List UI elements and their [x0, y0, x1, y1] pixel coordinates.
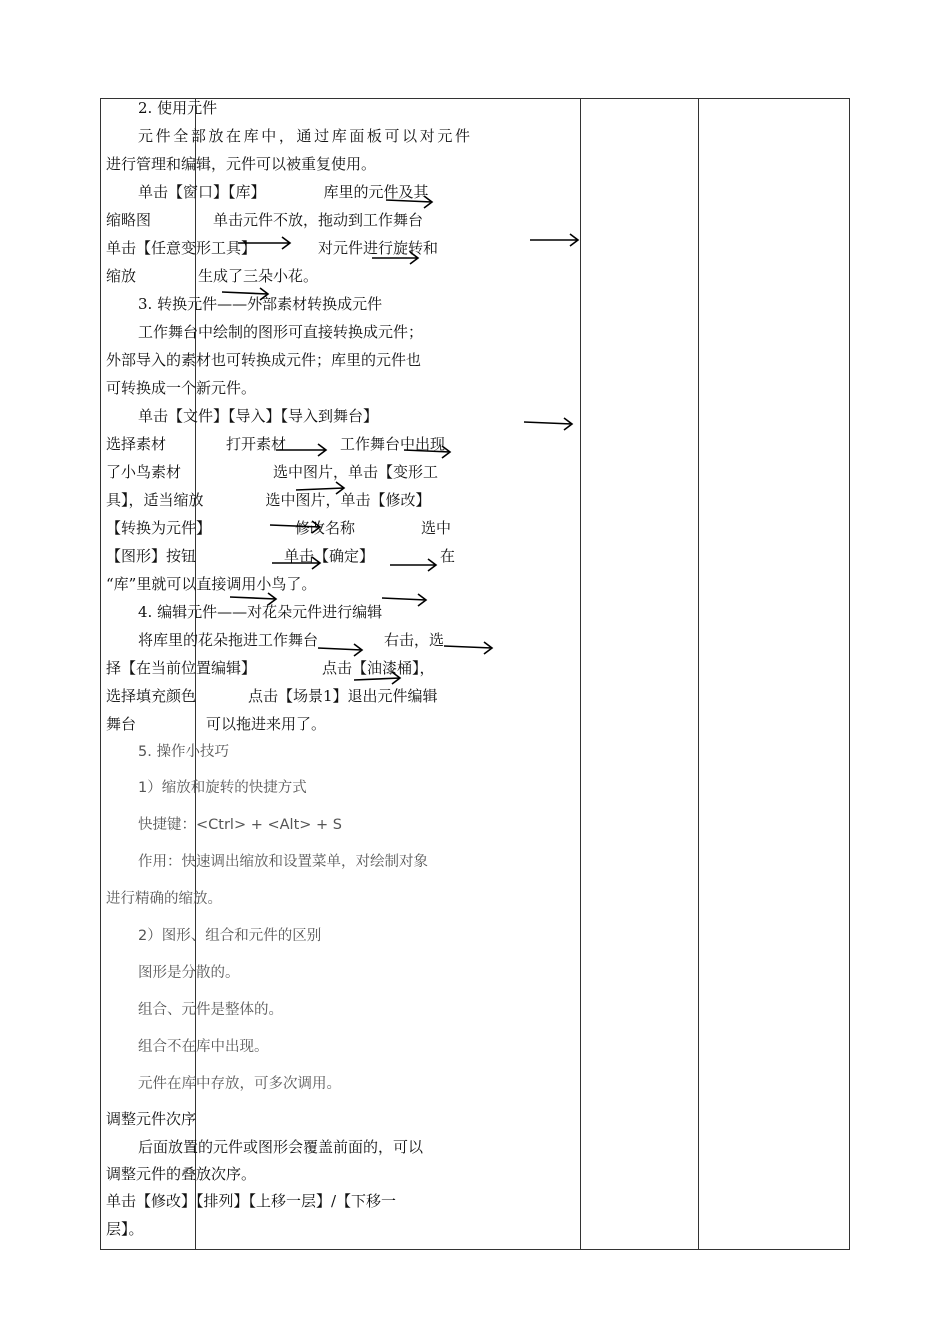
step-text: 单击【窗口】【库】 [138, 183, 266, 201]
step-text: 选中图片，单击【变形工 [273, 463, 439, 481]
arrow-icon [372, 252, 418, 264]
step-text: 【图形】按钮 [106, 547, 197, 565]
paragraph-line: 外部导入的素材也可转换成元件；库里的元件也 [106, 351, 422, 369]
section-heading: 2. 使用元件 [138, 99, 218, 117]
step-text: 可以拖进来用了。 [206, 715, 327, 733]
step-text: 缩略图 [106, 211, 152, 229]
paragraph-line: 工作舞台中绘制的图形可直接转换成元件； [138, 323, 424, 341]
arrow-icon [382, 594, 426, 606]
step-text: 生成了三朵小花。 [198, 267, 319, 285]
arrow-icon [530, 234, 578, 246]
arrow-icon [524, 418, 572, 430]
paragraph-line: 单击【修改】【排列】【上移一层】/【下移一 [106, 1192, 397, 1210]
arrow-icon [270, 521, 320, 533]
step-text: 具】，适当缩放 [106, 491, 204, 509]
step-text: 选中图片，单击【修改】 [265, 491, 431, 509]
tip-heading: 2）图形、组合和元件的区别 [138, 928, 322, 944]
step-text: 点击【场景1】退出元件编辑 [248, 687, 438, 705]
paragraph-line: 进行精确的缩放。 [106, 891, 222, 907]
step-text: 工作舞台中出现 [340, 435, 446, 453]
step-text: 选择素材 [106, 435, 167, 453]
section-heading: 3. 转换元件——外部素材转换成元件 [138, 295, 383, 313]
arrow-icon [230, 593, 276, 605]
step-text: 单击元件不放，拖动到工作舞台 [213, 211, 424, 229]
paragraph-line: 元件在库中存放，可多次调用。 [138, 1076, 341, 1092]
arrow-icon [444, 642, 492, 654]
step-text: 修改名称 [295, 519, 356, 537]
arrow-icon [386, 196, 432, 208]
step-text: 右击，选 [384, 631, 445, 649]
arrow-icon [238, 237, 290, 249]
paragraph-line: “库”里就可以直接调用小鸟了。 [106, 575, 317, 593]
paragraph-line: 元件全部放在库中，通过库面板可以对元件 [138, 127, 470, 145]
step-text: 单击【确定】 [284, 547, 375, 565]
step-text: 缩放 [106, 267, 137, 285]
step-text: 对元件进行旋转和 [318, 239, 439, 257]
paragraph-line: 组合不在库中出现。 [138, 1039, 269, 1055]
step-text: 【转换为元件】 [106, 519, 212, 537]
section-heading: 调整元件次序 [106, 1110, 197, 1128]
step-text: 在 [440, 547, 456, 565]
paragraph-line: 层】。 [106, 1220, 144, 1238]
section-heading: 5. 操作小技巧 [138, 744, 229, 760]
step-text: 择【在当前位置编辑】 [106, 659, 257, 677]
paragraph-line: 图形是分散的。 [138, 965, 240, 981]
paragraph-line: 单击【文件】【导入】【导入到舞台】 [138, 407, 379, 425]
paragraph-line: 可转换成一个新元件。 [106, 379, 257, 397]
arrow-icon [296, 482, 344, 494]
arrow-icon [222, 288, 268, 300]
arrow-icon [404, 446, 450, 458]
step-text: 将库里的花朵拖进工作舞台 [138, 631, 319, 649]
step-text: 选择填充颜色 [106, 687, 197, 705]
paragraph-line: 后面放置的元件或图形会覆盖前面的，可以 [138, 1138, 424, 1156]
paragraph-line: 调整元件的叠放次序。 [106, 1165, 257, 1183]
paragraph-line: 作用：快速调出缩放和设置菜单，对绘制对象 [138, 854, 428, 870]
step-text: 单击【任意变形工具】 [106, 239, 257, 257]
step-text: 点击【油漆桶】， [322, 659, 435, 677]
step-text: 选中 [421, 519, 452, 537]
step-text: 了小鸟素材 [106, 463, 182, 481]
arrow-icon [354, 672, 400, 684]
paragraph-line: 组合、元件是整体的。 [138, 1002, 283, 1018]
step-text: 库里的元件及其 [323, 183, 429, 201]
section-heading: 4. 编辑元件——对花朵元件进行编辑 [138, 603, 383, 621]
arrow-icon [272, 557, 320, 569]
arrow-icon [318, 644, 362, 656]
step-text: 打开素材 [226, 435, 287, 453]
paragraph-line: 进行管理和编辑，元件可以被重复使用。 [106, 155, 377, 173]
arrow-icon [390, 559, 436, 571]
arrow-icon [276, 444, 326, 456]
shortcut-text: 快捷键：<Ctrl> + <Alt> + S [138, 817, 342, 833]
step-text: 舞台 [106, 715, 137, 733]
tip-heading: 1）缩放和旋转的快捷方式 [138, 780, 307, 796]
